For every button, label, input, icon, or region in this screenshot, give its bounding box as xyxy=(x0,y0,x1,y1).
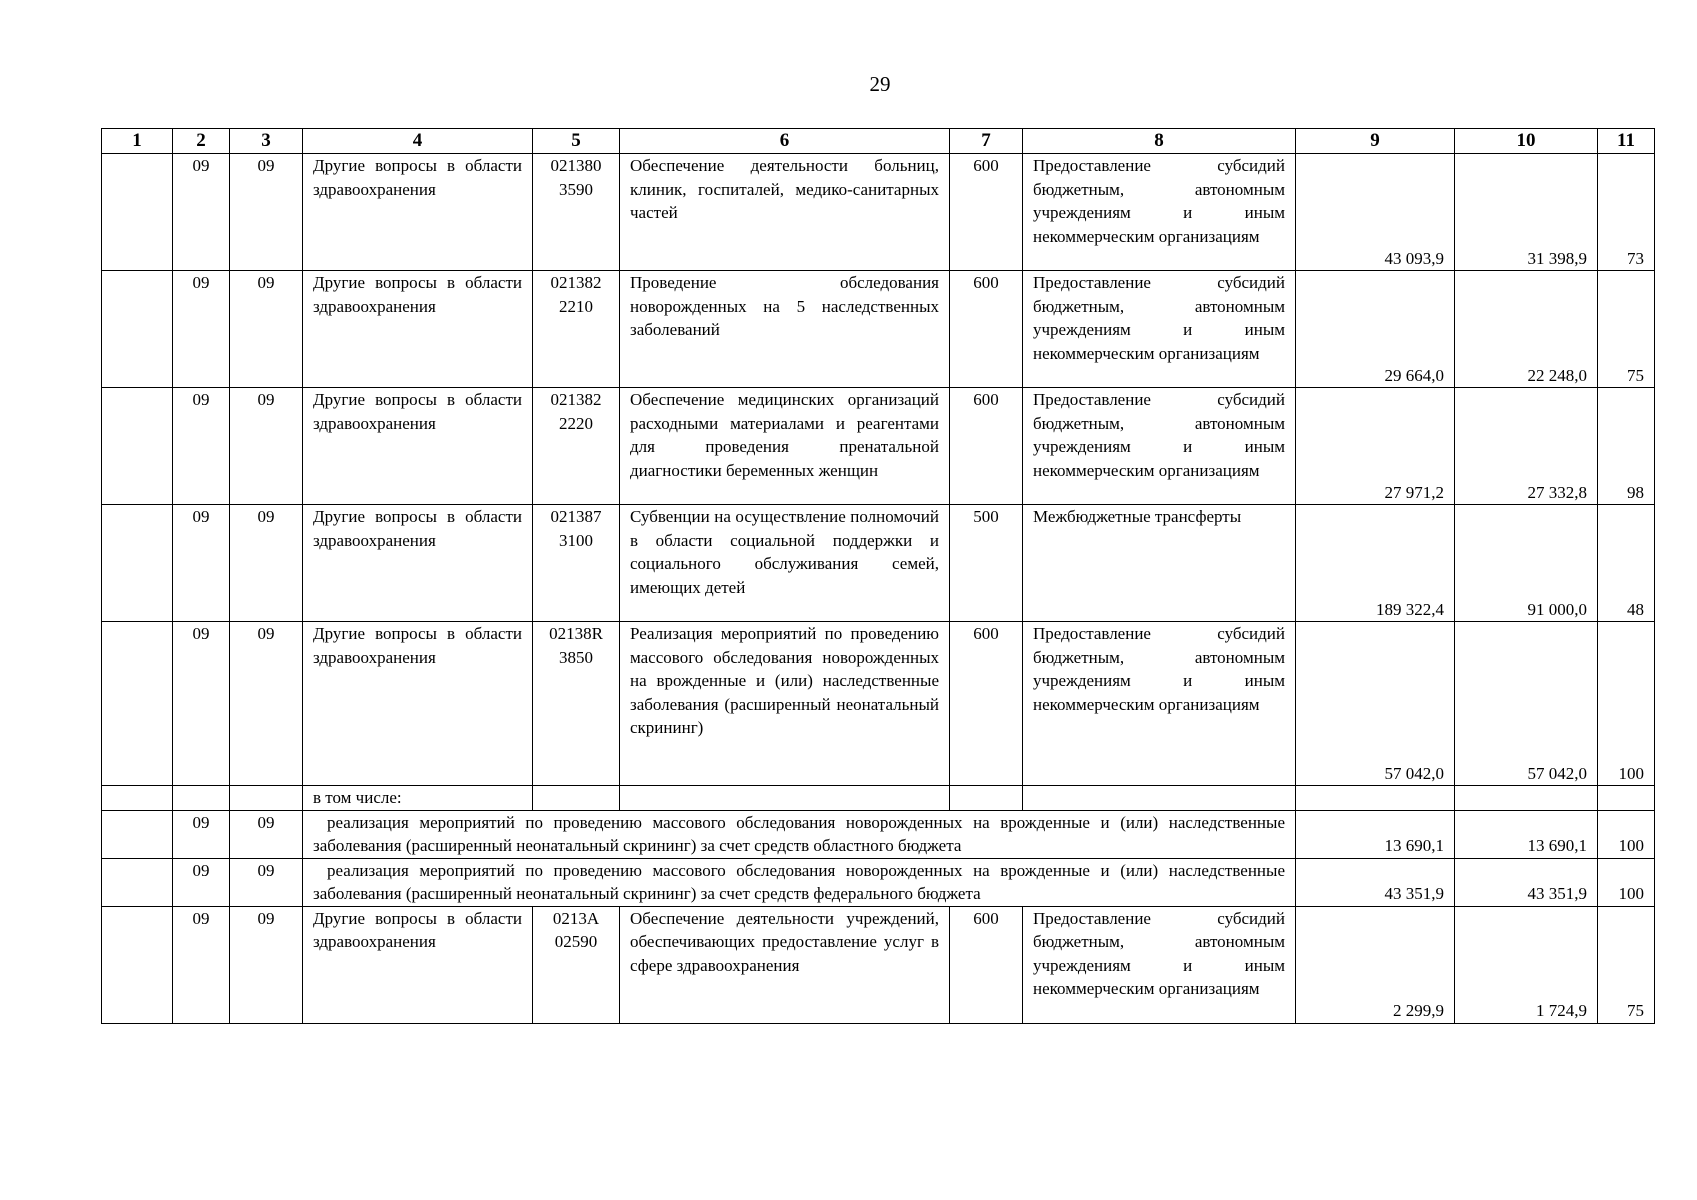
executed-amount: 22 248,0 xyxy=(1455,271,1598,388)
planned-amount: 27 971,2 xyxy=(1296,388,1455,505)
section-name: Другие вопросы в области здравоохранения xyxy=(303,154,533,271)
subsection-code: 09 xyxy=(230,505,303,622)
expense-purpose: Обеспечение деятельности учреждений, обеспечивающих предоставление услуг в сфере здравоохранения xyxy=(620,906,950,1023)
table-row xyxy=(102,154,1655,271)
column-header-5: 5 xyxy=(533,129,620,154)
subsection-code: 09 xyxy=(230,858,303,906)
executed-amount: 43 351,9 xyxy=(1455,858,1598,906)
section-name: Другие вопросы в области здравоохранения xyxy=(303,271,533,388)
subsection-code: 09 xyxy=(230,154,303,271)
target-article-code: 02138R 3850 xyxy=(533,622,620,786)
section-code: 09 xyxy=(173,622,230,786)
cell-col-1 xyxy=(102,505,173,622)
execution-percent: 100 xyxy=(1598,810,1655,858)
page-number: 29 xyxy=(869,72,891,96)
table-row xyxy=(102,786,1655,811)
planned-amount: 43 093,9 xyxy=(1296,154,1455,271)
column-header-1: 1 xyxy=(102,129,173,154)
planned-amount: 29 664,0 xyxy=(1296,271,1455,388)
expense-type-code: 600 xyxy=(950,388,1023,505)
cell-col-7 xyxy=(950,786,1023,811)
merged-description: реализация мероприятий по проведению массового обследования новорожденных на врожденные и (или) наследственные заболевания (расширенный неонатальный скрининг) за счет средств областного бюджета xyxy=(303,810,1296,858)
column-header-3: 3 xyxy=(230,129,303,154)
target-article-code: 021387 3100 xyxy=(533,505,620,622)
column-header-row xyxy=(102,129,1655,154)
subsection-code: 09 xyxy=(230,622,303,786)
column-header-4: 4 xyxy=(303,129,533,154)
expense-type-name: Предоставление субсидий бюджетным, автономным учреждениям и иным некоммерческим организациям xyxy=(1023,906,1296,1023)
cell-col-6 xyxy=(620,786,950,811)
section-name: Другие вопросы в области здравоохранения xyxy=(303,906,533,1023)
target-article-code: 0213А 02590 xyxy=(533,906,620,1023)
planned-amount: 57 042,0 xyxy=(1296,622,1455,786)
section-code: 09 xyxy=(173,858,230,906)
table-row xyxy=(102,810,1655,858)
expense-purpose: Субвенции на осуществление полномочий в области социальной поддержки и социального обслуживания семей, имеющих детей xyxy=(620,505,950,622)
table-row xyxy=(102,271,1655,388)
target-article-code: 021382 2210 xyxy=(533,271,620,388)
executed-amount: 13 690,1 xyxy=(1455,810,1598,858)
expense-purpose: Обеспечение деятельности больниц, клиник, госпиталей, медико-санитарных частей xyxy=(620,154,950,271)
expense-type-name: Предоставление субсидий бюджетным, автономным учреждениям и иным некоммерческим организациям xyxy=(1023,154,1296,271)
executed-amount: 1 724,9 xyxy=(1455,906,1598,1023)
expense-type-name: Предоставление субсидий бюджетным, автономным учреждениям и иным некоммерческим организациям xyxy=(1023,271,1296,388)
cell-col-5 xyxy=(533,786,620,811)
section-code: 09 xyxy=(173,906,230,1023)
subsection-code: 09 xyxy=(230,810,303,858)
cell-col-1 xyxy=(102,271,173,388)
section-code: 09 xyxy=(173,271,230,388)
execution-percent: 75 xyxy=(1598,906,1655,1023)
expense-type-code: 600 xyxy=(950,271,1023,388)
cell-col-9 xyxy=(1296,786,1455,811)
execution-percent: 100 xyxy=(1598,858,1655,906)
column-header-6: 6 xyxy=(620,129,950,154)
table-row xyxy=(102,388,1655,505)
column-header-8: 8 xyxy=(1023,129,1296,154)
expense-type-code: 600 xyxy=(950,906,1023,1023)
expense-type-name: Межбюджетные трансферты xyxy=(1023,505,1296,622)
table-row xyxy=(102,505,1655,622)
subsection-code: 09 xyxy=(230,906,303,1023)
budget-table xyxy=(101,128,1655,1024)
section-name: Другие вопросы в области здравоохранения xyxy=(303,622,533,786)
executed-amount: 91 000,0 xyxy=(1455,505,1598,622)
execution-percent: 98 xyxy=(1598,388,1655,505)
planned-amount: 43 351,9 xyxy=(1296,858,1455,906)
expense-type-name: Предоставление субсидий бюджетным, автономным учреждениям и иным некоммерческим организациям xyxy=(1023,622,1296,786)
section-code: 09 xyxy=(173,810,230,858)
target-article-code: 021382 2220 xyxy=(533,388,620,505)
cell-col-2 xyxy=(173,786,230,811)
cell-col-10 xyxy=(1455,786,1598,811)
cell-col-11 xyxy=(1598,786,1655,811)
section-code: 09 xyxy=(173,505,230,622)
column-header-10: 10 xyxy=(1455,129,1598,154)
cell-col-1 xyxy=(102,906,173,1023)
cell-col-1 xyxy=(102,810,173,858)
column-header-2: 2 xyxy=(173,129,230,154)
expense-type-code: 500 xyxy=(950,505,1023,622)
section-code: 09 xyxy=(173,388,230,505)
cell-col-3 xyxy=(230,786,303,811)
including-label: в том числе: xyxy=(303,786,533,811)
expense-type-code: 600 xyxy=(950,154,1023,271)
execution-percent: 75 xyxy=(1598,271,1655,388)
section-name: Другие вопросы в области здравоохранения xyxy=(303,388,533,505)
column-header-11: 11 xyxy=(1598,129,1655,154)
cell-col-1 xyxy=(102,858,173,906)
table-row xyxy=(102,906,1655,1023)
planned-amount: 189 322,4 xyxy=(1296,505,1455,622)
planned-amount: 13 690,1 xyxy=(1296,810,1455,858)
executed-amount: 57 042,0 xyxy=(1455,622,1598,786)
section-name: Другие вопросы в области здравоохранения xyxy=(303,505,533,622)
table-row xyxy=(102,622,1655,786)
planned-amount: 2 299,9 xyxy=(1296,906,1455,1023)
expense-type-name: Предоставление субсидий бюджетным, автономным учреждениям и иным некоммерческим организациям xyxy=(1023,388,1296,505)
table-body xyxy=(102,154,1655,1024)
expense-type-code: 600 xyxy=(950,622,1023,786)
expense-purpose: Проведение обследования новорожденных на 5 наследственных заболеваний xyxy=(620,271,950,388)
execution-percent: 48 xyxy=(1598,505,1655,622)
target-article-code: 021380 3590 xyxy=(533,154,620,271)
cell-col-1 xyxy=(102,154,173,271)
merged-description: реализация мероприятий по проведению массового обследования новорожденных на врожденные и (или) наследственные заболевания (расширенный неонатальный скрининг) за счет средств федерального бюджета xyxy=(303,858,1296,906)
executed-amount: 31 398,9 xyxy=(1455,154,1598,271)
cell-col-1 xyxy=(102,388,173,505)
expense-purpose: Реализация мероприятий по проведению массового обследования новорожденных на врожденные и (или) наследственные заболевания (расширенный неонатальный скрининг) xyxy=(620,622,950,786)
cell-col-1 xyxy=(102,622,173,786)
cell-col-8 xyxy=(1023,786,1296,811)
executed-amount: 27 332,8 xyxy=(1455,388,1598,505)
column-header-7: 7 xyxy=(950,129,1023,154)
execution-percent: 73 xyxy=(1598,154,1655,271)
cell-col-1 xyxy=(102,786,173,811)
expense-purpose: Обеспечение медицинских организаций расходными материалами и реагентами для проведения пренатальной диагностики беременных женщин xyxy=(620,388,950,505)
subsection-code: 09 xyxy=(230,271,303,388)
section-code: 09 xyxy=(173,154,230,271)
execution-percent: 100 xyxy=(1598,622,1655,786)
column-header-9: 9 xyxy=(1296,129,1455,154)
table-row xyxy=(102,858,1655,906)
subsection-code: 09 xyxy=(230,388,303,505)
